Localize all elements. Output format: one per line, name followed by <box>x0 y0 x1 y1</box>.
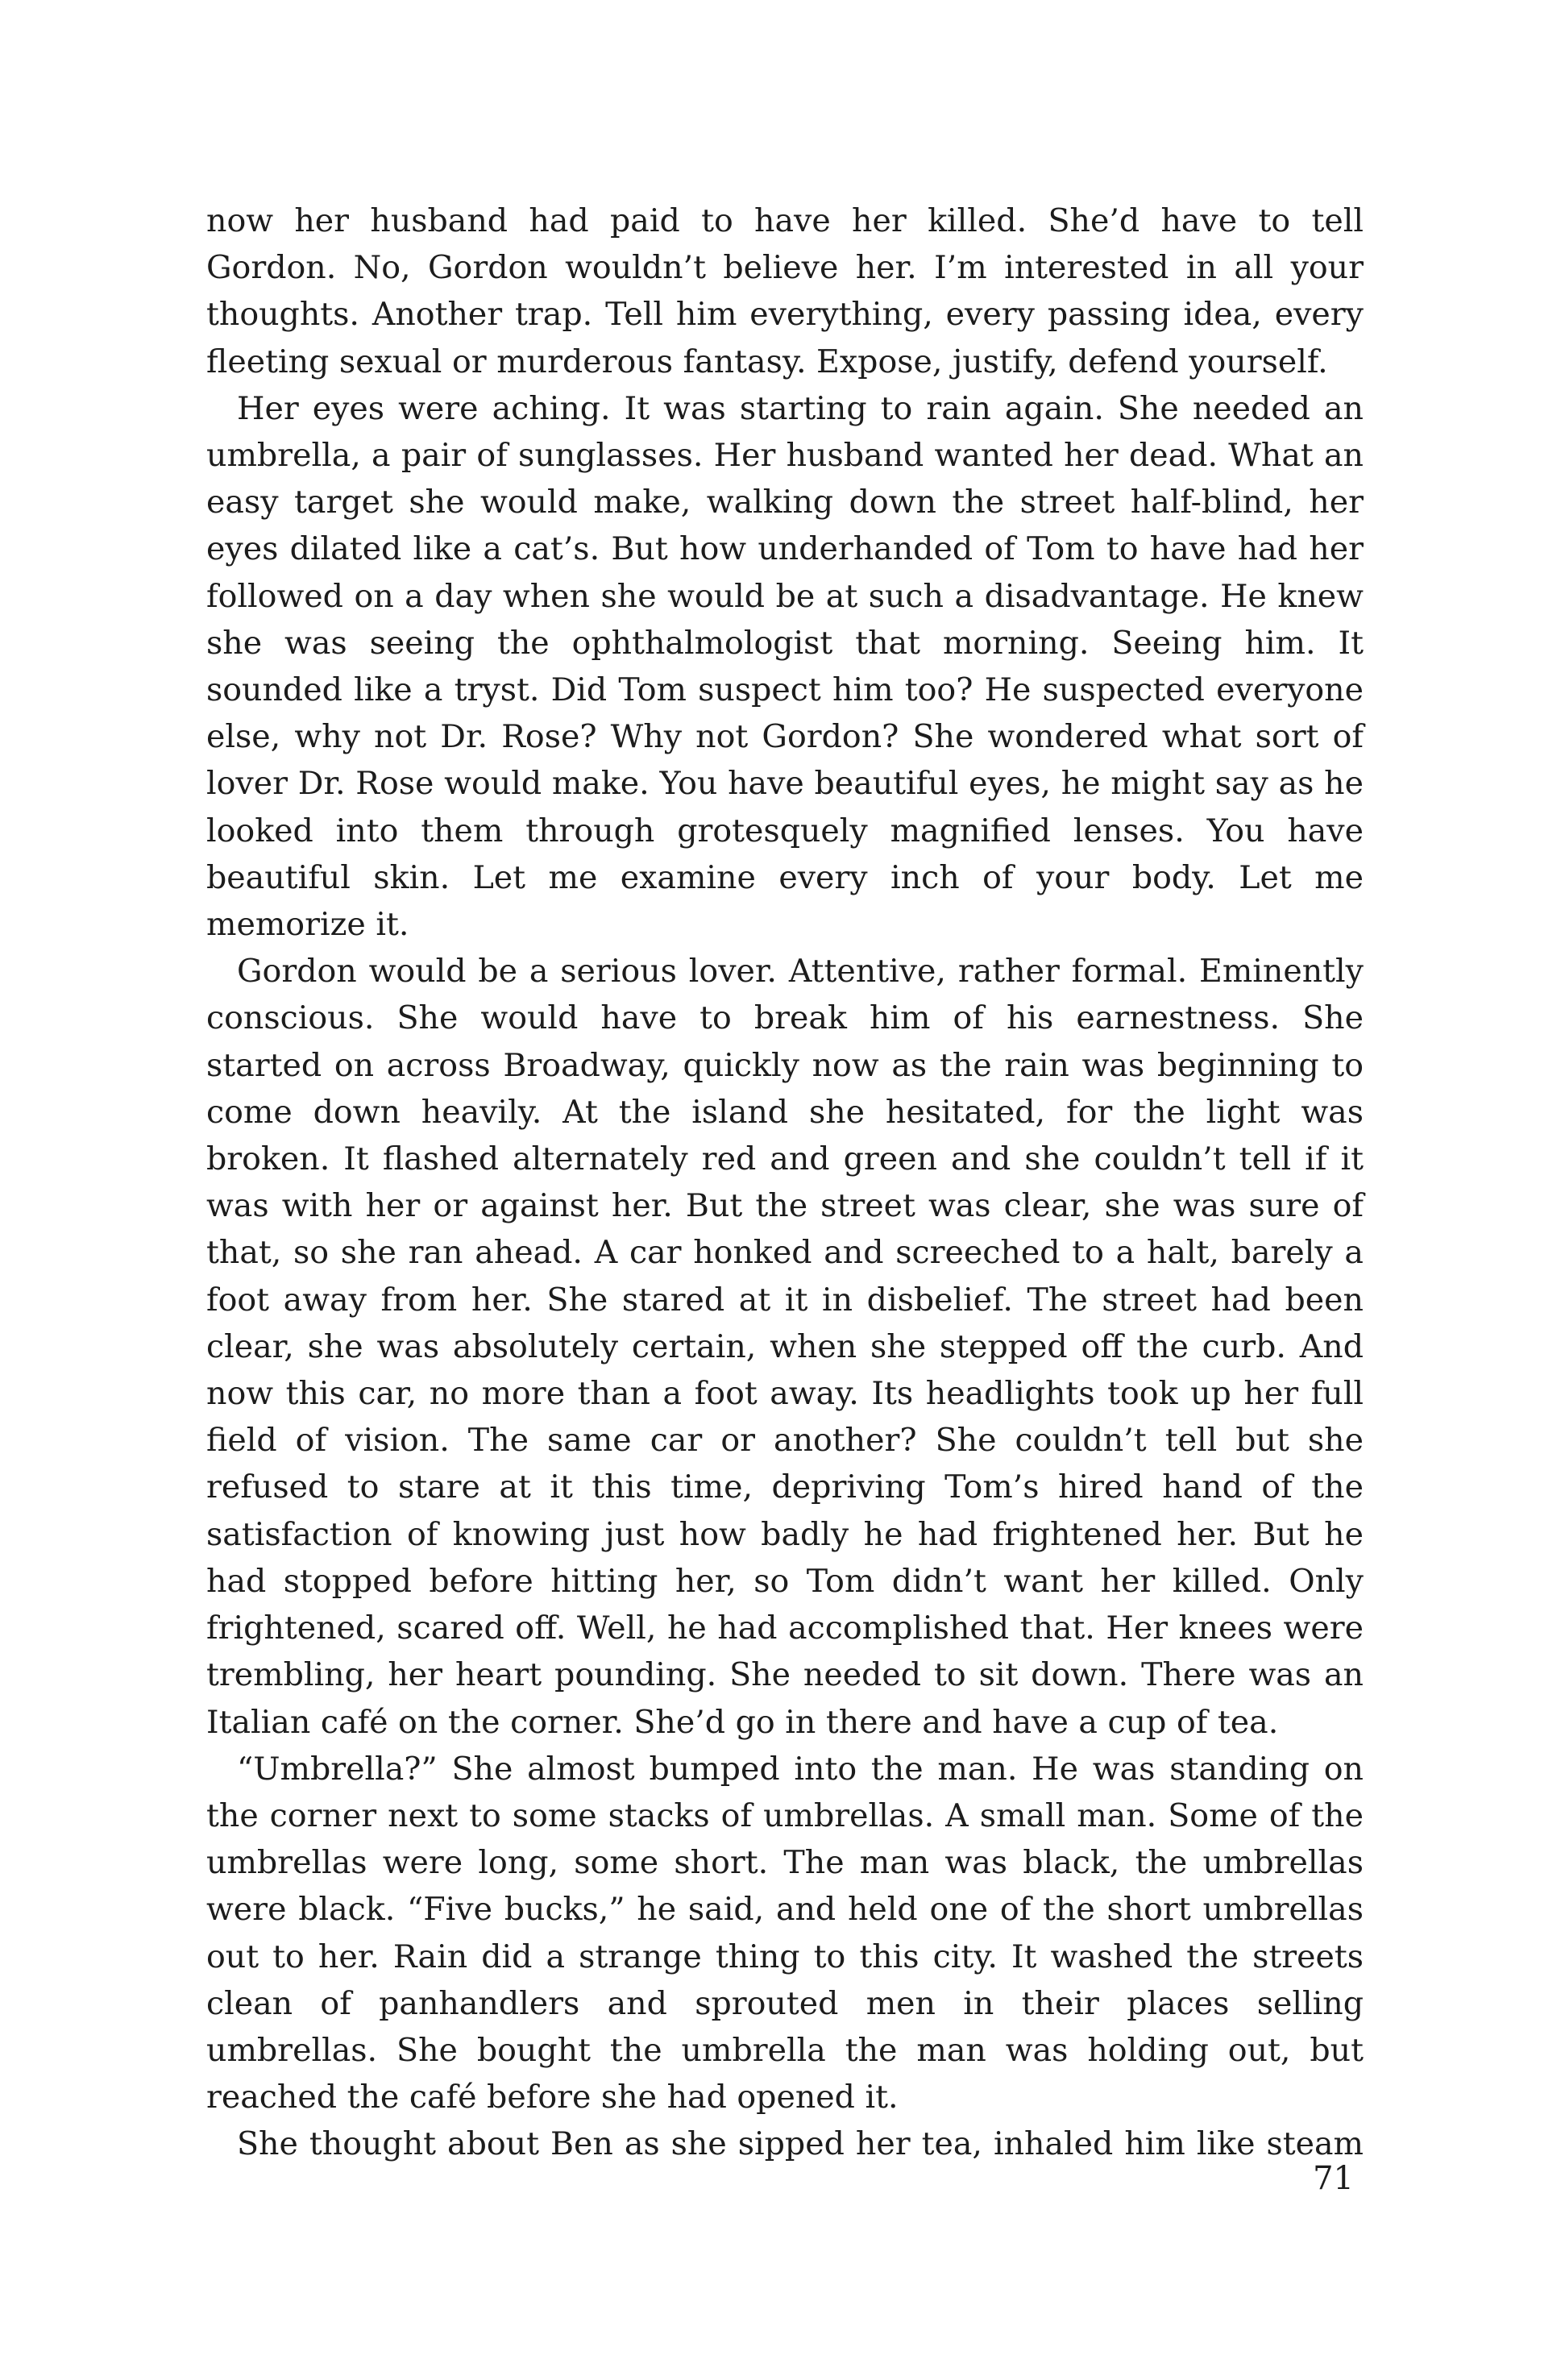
paragraph-4: “Umbrella?” She almost bumped into the man. He was standing on the corner next to some stacks of umbrellas. A small man. Some of the umbrellas were long, some short. The man was black, the umbrellas were black. “Five bucks,” he said, and held one of the short umbrellas out to her. Rain did a strange thing to this city. It washed the streets clean of panhandlers and sprouted men in their places selling umbrellas. She bought the umbrella the man was holding out, but reached the café before she had opened it. <box>206 1750 1364 2116</box>
body-text <box>206 197 1364 2168</box>
page-number: 71 <box>1313 2160 1354 2197</box>
paragraph-2: Her eyes were aching. It was starting to rain again. She needed an umbrella, a pair of sunglasses. Her husband wanted her dead. What an easy target she would make, walking down the street half-blind, her eyes dilated like a cat’s. But how underhanded of Tom to have had her followed on a day when she would be at such a disadvantage. He knew she was seeing the ophthalmologist that morning. Seeing him. It sounded like a tryst. Did Tom suspect him too? He suspected everyone else, why not Dr. Rose? Why not Gordon? She wondered what sort of lover Dr. Rose would make. You have beautiful eyes, he might say as he looked into them through grotesquely magnified lenses. You have beautiful skin. Let me examine every inch of your body. Let me memorize it. <box>206 389 1364 944</box>
paragraph-1: now her husband had paid to have her killed. She’d have to tell Gordon. No, Gordon wouldn’t believe her. I’m interested in all your thoughts. Another trap. Tell him everything, every passing idea, every fleeting sexual or murderous fantasy. Expose, justify, defend yourself. <box>206 202 1364 380</box>
paragraph-5: She thought about Ben as she sipped her tea, inhaled him like steam <box>237 2125 1364 2163</box>
paragraph-3: Gordon would be a serious lover. Attentive, rather formal. Eminently conscious. She would have to break him of his earnestness. She started on across Broadway, quickly now as the rain was beginning to come down heavily. At the island she hesitated, for the light was broken. It flashed alternately red and green and she couldn’t tell if it was with her or against her. But the street was clear, she was sure of that, so she ran ahead. A car honked and screeched to a halt, barely a foot away from her. She stared at it in disbelief. The street had been clear, she was absolutely certain, when she stepped off the curb. And now this car, no more than a foot away. Its headlights took up her full field of vision. The same car or another? She couldn’t tell but she refused to stare at it this time, depriving Tom’s hired hand of the satisfaction of knowing just how badly he had frightened her. But he had stopped before hitting her, so Tom didn’t want her killed. Only frightened, scared off. Well, he had accomplished that. Her knees were trembling, her heart pounding. She needed to sit down. There was an Italian café on the corner. She’d go in there and have a cup of tea. <box>206 953 1364 1741</box>
